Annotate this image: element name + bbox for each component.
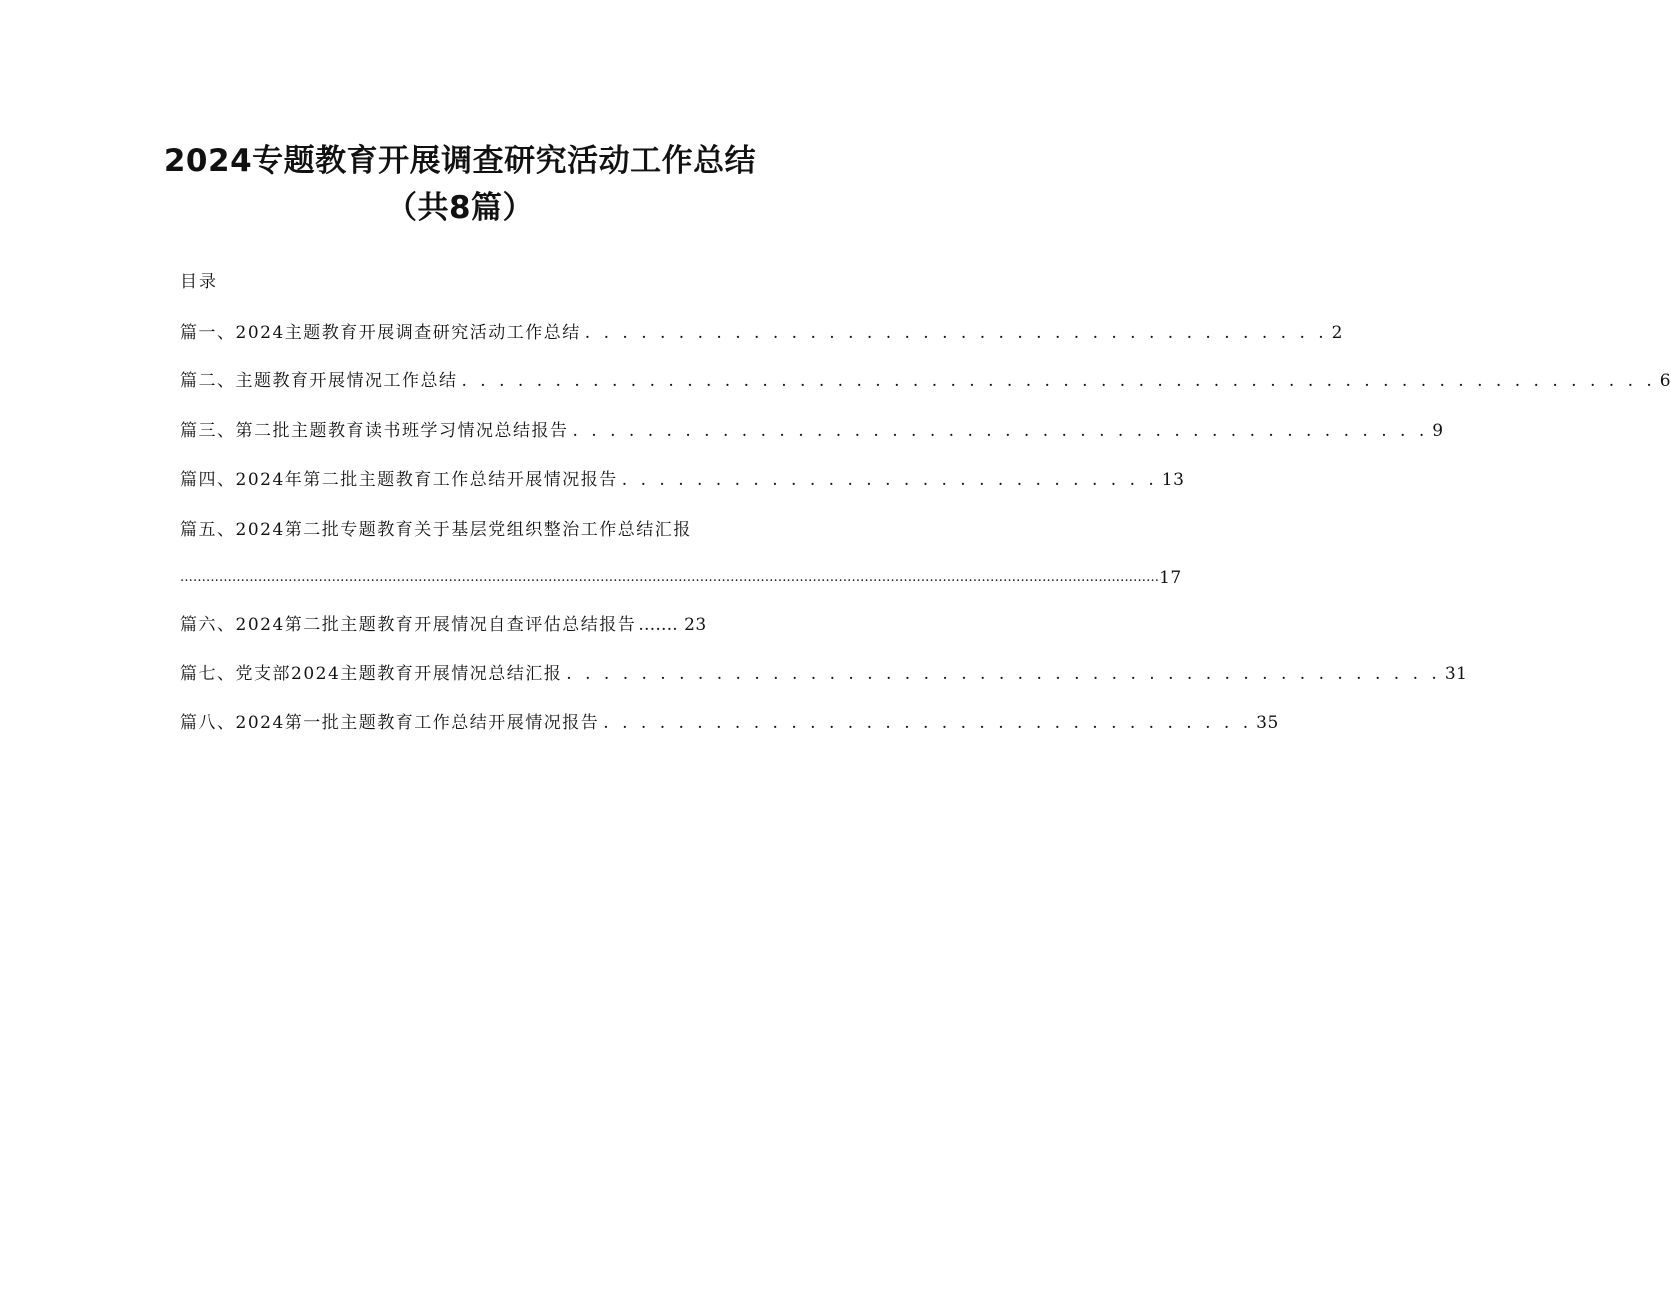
- toc-entry-continuation[interactable]: [180, 563, 1182, 593]
- toc-entry[interactable]: [180, 366, 1671, 396]
- toc-entry-label: 篇一、2024主题教育开展调查研究活动工作总结: [180, 323, 581, 343]
- toc-leader-dots: . . . . . . . . . . . . . . . . . . . . . . . . . . . . . . . . . . . . . . . . . . . . . .: [572, 421, 1429, 441]
- toc-entry[interactable]: [180, 465, 1185, 495]
- toc-entry-label: 篇八、2024第一批主题教育工作总结开展情况报告: [180, 713, 600, 733]
- toc-entry[interactable]: [180, 610, 774, 640]
- toc-page-number: 31: [1444, 664, 1468, 684]
- toc-entry[interactable]: [180, 318, 1343, 348]
- toc-entry-label: 篇四、2024年第二批主题教育工作总结开展情况报告: [180, 470, 618, 490]
- toc-entry-label: 篇五、2024第二批专题教育关于基层党组织整治工作总结汇报: [180, 520, 692, 540]
- toc-entry[interactable]: [180, 659, 1468, 689]
- toc-page-number: 17: [1159, 568, 1182, 588]
- toc-leader-dots: . . . . . . . . . . . . . . . . . . . . . . . . . . . . . . . . . . .: [603, 713, 1253, 733]
- toc-leader-dots: . . . . . . . . . . . . . . . . . . . . . . . . . . . . . . . . . . . . . . . .: [584, 323, 1328, 343]
- toc-leader-dots: ..................................................................................................................................................................................................................................: [180, 570, 1160, 585]
- toc-entry[interactable]: [180, 708, 1279, 738]
- document-subtitle: （共8篇）: [385, 190, 535, 226]
- toc-heading: 目录: [180, 272, 218, 292]
- toc-page-number: 2: [1331, 323, 1343, 343]
- toc-page-number: . 23: [672, 615, 707, 635]
- toc-entry-label: 篇七、党支部2024主题教育开展情况总结汇报: [180, 664, 563, 684]
- toc-page-number: 35: [1256, 713, 1279, 733]
- toc-page-number: 13: [1161, 470, 1185, 490]
- toc-entry-label: 篇二、主题教育开展情况工作总结: [180, 371, 458, 391]
- toc-leader-dots: . . . . . . . . . . . . . . . . . . . . . . . . . . . . . . . . . . . . . . . . . . . . . . . . . . . . . . . . . . . . . . . .: [461, 371, 1656, 391]
- toc-entry-label: 篇六、2024第二批主题教育开展情况自查评估总结报告: [180, 615, 637, 635]
- toc-entry[interactable]: [180, 515, 692, 545]
- toc-leader-dots: . . . . . . . . . . . . . . . . . . . . . . . . . . . . . . . . . . . . . . . . . . . . . . .: [566, 664, 1441, 684]
- toc-leader-dots: ……: [638, 615, 673, 635]
- toc-page-number: 9: [1432, 421, 1444, 441]
- toc-entry[interactable]: [180, 416, 1444, 446]
- toc-entry-label: 篇三、第二批主题教育读书班学习情况总结报告: [180, 421, 569, 441]
- toc-leader-dots: . . . . . . . . . . . . . . . . . . . . . . . . . . . . .: [621, 470, 1158, 490]
- toc-page-number: 6: [1659, 371, 1671, 391]
- document-title: 2024专题教育开展调查研究活动工作总结: [163, 143, 757, 179]
